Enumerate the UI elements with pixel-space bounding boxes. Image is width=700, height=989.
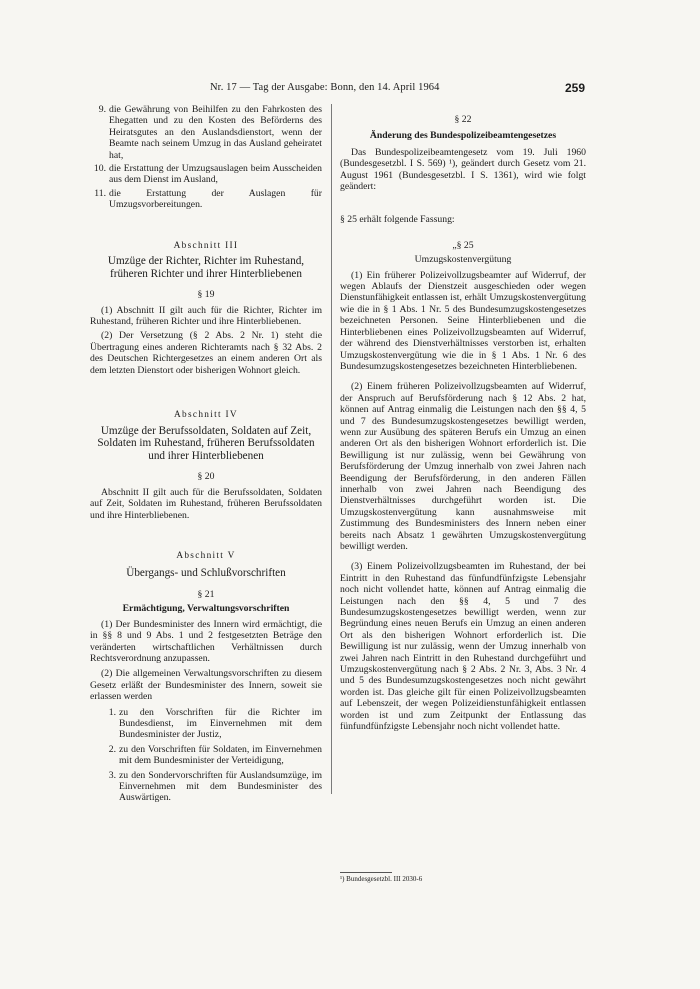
right-column xyxy=(340,104,586,733)
list-number: 3. xyxy=(108,769,116,781)
paragraph-text: (1) Der Bundesminister des Innern wird ermächtigt, die in §§ 8 und 9 Abs. 1 und 2 festgesetzten Beträge den veränderten wirtschaftlichen Verhältnissen durch Rechtsverordnung anzupassen. xyxy=(90,618,322,664)
left-column xyxy=(90,104,322,804)
list-number: 9. xyxy=(98,104,106,115)
section-title: Umzüge der Richter, Richter im Ruhestand, früheren Richter und ihrer Hinterbliebenen xyxy=(107,255,305,280)
paragraph-intro: § 25 erhält folgende Fassung: xyxy=(340,214,455,226)
list-number: 10. xyxy=(93,163,106,175)
list-item xyxy=(90,163,322,186)
column-divider xyxy=(331,104,332,794)
list-item xyxy=(90,104,322,161)
paragraph-text: Abschnitt II gilt auch für die Berufssoldaten, Soldaten auf Zeit, Soldaten im Ruhestand, früheren Berufssoldaten und ihre Hinterbliebenen. xyxy=(90,486,322,521)
paragraph-number: „§ 25 xyxy=(452,239,474,251)
list-text: die Erstattung der Umzugsauslagen beim Ausscheiden aus dem Dienst im Ausland, xyxy=(109,163,322,186)
paragraph-number: § 20 xyxy=(197,471,215,483)
section-title: Umzüge der Berufssoldaten, Soldaten auf Zeit, Soldaten im Ruhestand, früheren Berufssoldaten und ihrer Hinterbliebenen xyxy=(97,424,315,462)
section-label: Abschnitt IV xyxy=(174,410,238,421)
list-item xyxy=(100,770,322,804)
list-number: 11. xyxy=(94,187,106,199)
paragraph-text: (3) Einem Polizeivollzugsbeamten im Ruhestand, der bei Eintritt in den Ruhestand das fünfundfünfzigste Lebensjahr noch nicht vollendet hatte, können auf Antrag einmalig die Leistungen nach den §§ 4, 5 und 7 des Bundesumzugskostengesetzes bewilligt werden, wenn zur Begründung eines neuen Berufs ein Umzug an einen anderen Ort als den bisherigen Wohnort erforderlich ist. Die Bewilligung ist nur zulässig, wenn der Umzug innerhalb von zwei Jahren nach Eintritt in den Ruhestand durchgeführt und Umzugskostenvergütung nach § 2 Abs. 2 Nr. 3, Abs. 3 Nr. 4 und 5 des Bundesumzugskostengesetzes noch nicht gewährt worden ist. Das gleiche gilt für einen Polizeivollzugsbeamten auf Lebenszeit, der wegen Polizeidienstunfähigkeit entlassen worden ist und zum Zeitpunkt der Entlassung das fünfundfünfzigste Lebensjahr noch nicht vollendet hatte. xyxy=(340,561,586,733)
paragraph-text: (1) Abschnitt II gilt auch für die Richter, Richter im Ruhestand, früheren Richter und ihre Hinterbliebenen. xyxy=(90,304,322,328)
section-label: Abschnitt V xyxy=(176,550,236,561)
paragraph-text: (2) Die allgemeinen Verwaltungsvorschriften zu diesem Gesetz erläßt der Bundesminister des Innern, soweit sie erlassen werden xyxy=(90,668,322,703)
list-text: zu den Vorschriften für Soldaten, im Einvernehmen mit dem Bundesminister der Verteidigung, xyxy=(119,743,322,767)
section-label: Abschnitt III xyxy=(173,240,239,251)
list-text: die Gewährung von Beihilfen zu den Fahrkosten des Ehegatten und zu den Kosten des Beförderns des Heiratsgutes an den Auslandsdienstort, wenn der Beamte nach seinem Umzug in das Ausland geheiratet hat, xyxy=(109,104,322,161)
paragraph-text: (2) Einem früheren Polizeivollzugsbeamten auf Widerruf, der Anspruch auf Berufsförderung nach § 12 Abs. 2 hat, können auf Antrag einmalig die Leistungen nach den §§ 4, 5 und 7 des Bundesumzugskostengesetzes bewilligt werden, wenn zur Ausübung des späteren Berufs ein Umzug an einen anderen Ort als den bisherigen Wohnort erforderlich ist. Die Bewilligung ist nur zulässig, wenn bei Gewährung von Berufsförderung der Umzug innerhalb von zwei Jahren nach Beendigung der Berufsförderung, in den anderen Fällen innerhalb von zwei Jahren nach Beendigung des Dienstverhältnisses durchgeführt worden ist. Die Umzugskostenvergütung kann ausnahmsweise mit Zustimmung des Bundesministers des Innern neben einer bereits nach Absatz 1 gewährten Umzugskostenvergütung bewilligt werden. xyxy=(340,381,586,552)
list-text: die Erstattung der Auslagen für Umzugsvorbereitungen. xyxy=(109,187,322,211)
section-title: Übergangs- und Schlußvorschriften xyxy=(126,567,286,580)
list-text: zu den Vorschriften für die Richter im Bundesdienst, im Einvernehmen mit dem Bundesminister der Justiz, xyxy=(119,706,322,741)
list-text: zu den Sondervorschriften für Auslandsumzüge, im Einvernehmen mit dem Bundesminister des Auswärtigen. xyxy=(119,769,322,804)
paragraph-title: Umzugskostenvergütung xyxy=(414,254,512,266)
list-number: 2. xyxy=(108,743,116,755)
list-item xyxy=(100,707,322,741)
paragraph-title: Ermächtigung, Verwaltungsvorschriften xyxy=(122,603,290,615)
list-item xyxy=(90,188,322,211)
footnote: ¹) Bundesgesetzbl. III 2030-6 xyxy=(340,875,423,883)
paragraph-title: Änderung des Bundespolizeibeamtengesetzes xyxy=(369,130,557,142)
paragraph-number: § 22 xyxy=(454,114,472,125)
paragraph-text: (2) Der Versetzung (§ 2 Abs. 2 Nr. 1) steht die Übertragung eines anderen Richteramts nach § 32 Abs. 2 des Deutschen Richtergesetzes an einem anderen Ort als dem letzten Dienstort oder bisherigen Wohnort gleich. xyxy=(90,330,322,376)
page-number: 259 xyxy=(565,81,586,95)
paragraph-number: § 21 xyxy=(197,588,215,600)
paragraph-text: Das Bundespolizeibeamtengesetz vom 19. Juli 1960 (Bundesgesetzbl. I S. 569) ¹), geändert durch Gesetz vom 21. August 1961 (Bundesgesetzbl. I S. 1361), wird wie folgt geändert: xyxy=(340,146,586,193)
footnote-rule xyxy=(340,872,392,873)
paragraph-number: § 19 xyxy=(197,289,215,301)
list-item xyxy=(100,744,322,767)
paragraph-text: (1) Ein früherer Polizeivollzugsbeamter auf Widerruf, der wegen Ablaufs der Dienstzeit ausgeschieden oder wegen Dienstunfähigkeit entlassen ist, erhält Umzugskostenvergütung wie die in § 1 Abs. 1 Nr. 5 des Bundesumzugskostengesetzes bezeichneten Personen. Seine Hinterbliebenen und die Hinterbliebenen eines Polizeivollzugsbeamten auf Widerruf, der während des Dienstverhältnisses verstorben ist, erhalten Umzugskostenvergütung wie die in § 1 Abs. 1 Nr. 6 des Bundesumzugskostengesetzes bezeichneten Hinterbliebenen. xyxy=(340,269,586,372)
page-header: Nr. 17 — Tag der Ausgabe: Bonn, den 14. April 1964 xyxy=(210,82,440,93)
list-number: 1. xyxy=(108,706,116,718)
